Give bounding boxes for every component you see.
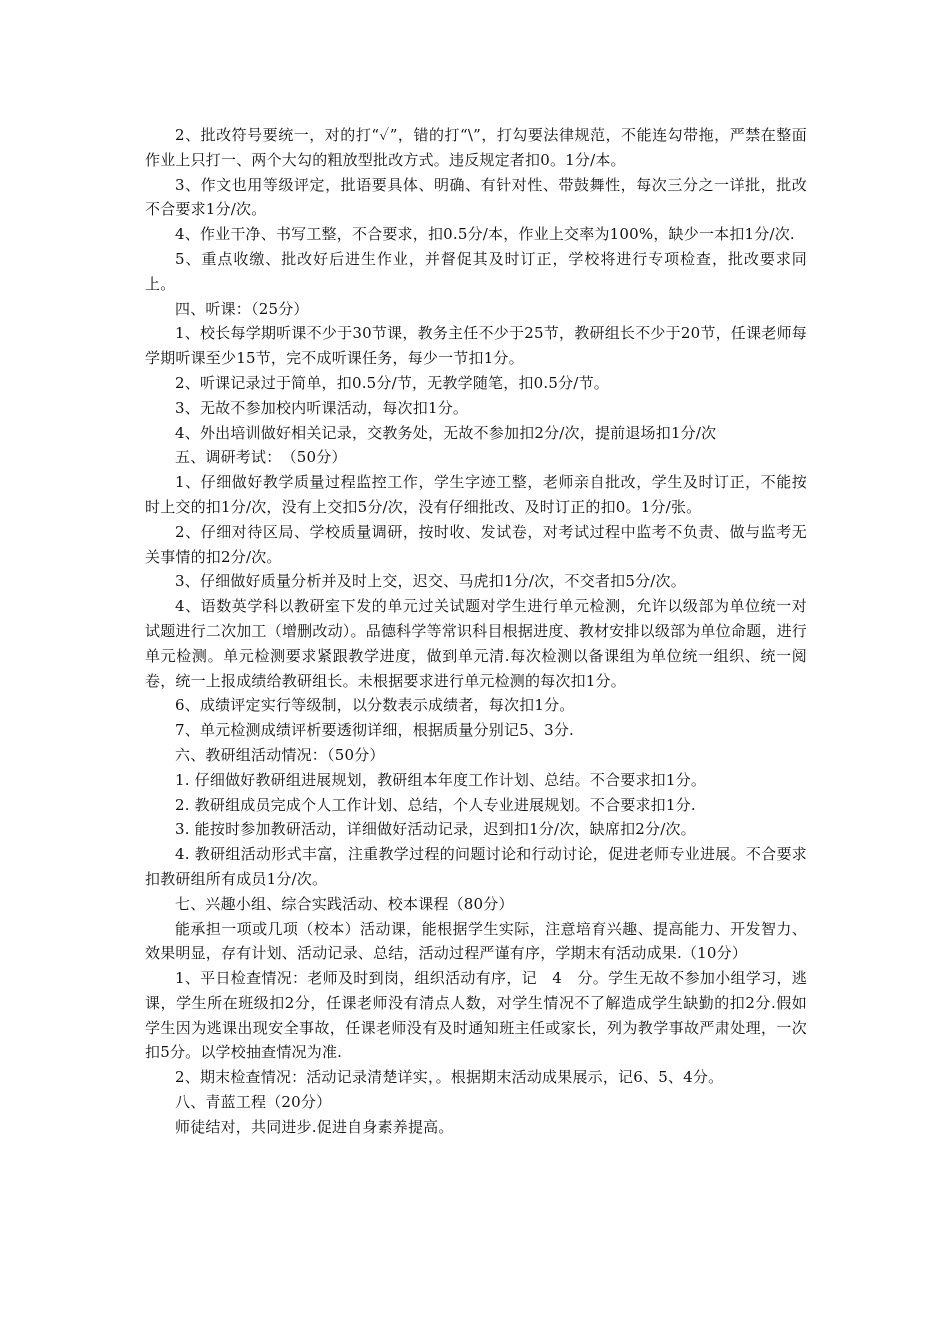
paragraph-member-plan: 2. 教研组成员完成个人工作计划、总结，个人专业进展规划。不合要求扣1分. (175, 795, 696, 814)
section-heading-lesson-observation: 四、听课：（25分） (175, 299, 309, 318)
paragraph-grading-symbols: 2、批改符号要统一，对的打“✓”，错的打“\”，打勾要法律规范，不能连勾带拖，严禁在整面作业上只打一、两个大勾的粗放型批改方式。违反规定者扣0。1分/本。 (145, 126, 807, 169)
paragraph-mentoring: 师徒结对，共同进步.促进自身素养提高。 (175, 1117, 454, 1136)
paragraph-activity-forms: 4. 教研组活动形式丰富，注重教学过程的问题讨论和行动讨论，促进老师专业进展。不合要求扣教研组所有成员1分/次。 (145, 845, 807, 888)
section-heading-exams: 五、调研考试： （50分） (175, 448, 347, 467)
section-heading-research-group: 六、教研组活动情况：（50分） (175, 745, 385, 764)
section-heading-mentoring: 八、青蓝工程（20分） (175, 1093, 332, 1112)
section-heading-interest-groups: 七、兴趣小组、综合实践活动、校本课程（80分） (175, 894, 514, 913)
paragraph-group-plan: 1. 仔细做好教研组进展规划，教研组本年度工作计划、总结。不合要求扣1分。 (175, 770, 707, 789)
paragraph-attendance: 3. 能按时参加教研活动，详细做好活动记录，迟到扣1分/次，缺席扣2分/次。 (175, 820, 696, 839)
paragraph-observation-absence: 3、无故不参加校内听课活动，每次扣1分。 (175, 398, 469, 417)
paragraph-final-inspection: 2、期末检查情况：活动记录清楚详实，。根据期末活动成果展示，记6、5、4分。 (175, 1068, 724, 1087)
paragraph-quality-analysis: 3、仔细做好质量分析并及时上交，迟交、马虎扣1分/次，不交者扣5分/次。 (175, 572, 686, 591)
paragraph-activity-courses: 能承担一项或几项（校本）活动课，能根据学生实际，注意培育兴趣、提高能力、开发智力、效果明显，存有计划、活动记录、总结，活动过程严谨有序，学期末有活动成果.（10分） (145, 919, 807, 963)
paragraph-quality-monitoring: 1、仔细做好教学质量过程监控工作，学生字迹工整，老师亲自批改，学生及时订正，不能按时上交的扣1分/次，没有上交扣5分/次，没有仔细批改、及时订正的扣0。1分/张。 (145, 473, 807, 516)
paragraph-quality-survey: 2、仔细对待区局、学校质量调研，按时收、发试卷，对考试过程中监考不负责、做与监考无关事情的扣2分/次。 (145, 522, 807, 566)
paragraph-unit-test-review: 7、单元检测成绩评析要透彻详细，根据质量分别记5、3分. (175, 721, 575, 740)
paragraph-composition-grading: 3、作文也用等级评定，批语要具体、明确、有针对性、带鼓舞性，每次三分之一详批，批改不合要求1分/次。 (145, 175, 807, 219)
paragraph-observation-quota: 1、校长每学期听课不少于30节课，教务主任不少于25节，教研组长不少于20节，任课老师每学期听课至少15节，完不成听课任务，每少一节扣1分。 (145, 324, 807, 368)
paragraph-daily-inspection: 1、平日检查情况：老师及时到岗，组织活动有序，记 4 分。学生无故不参加小组学习，逃课，学生所在班级扣2分，任课老师没有清点人数，对学生情况不了解造成学生缺勤的扣2分.假如学生因为逃课出现安全事故，任课老师没有及时通知班主任或家长，列为教学事故严肃处理，一次扣5分。以学校抽查情况为准. (145, 969, 807, 1062)
paragraph-grade-levels: 6、成绩评定实行等级制，以分数表示成绩者，每次扣1分。 (175, 696, 575, 715)
paragraph-observation-records: 2、听课记录过于简单，扣0.5分/节，无教学随笔，扣0.5分/节。 (175, 373, 609, 392)
paragraph-struggling-students: 5、重点收缴、批改好后进生作业，并督促其及时订正，学校将进行专项检查，批改要求同上。 (145, 249, 807, 293)
paragraph-external-training: 4、外出培训做好相关记录，交教务处，无故不参加扣2分/次，提前退场扣1分/次 (175, 423, 717, 442)
paragraph-unit-tests: 4、语数英学科以教研室下发的单元过关试题对学生进行单元检测，允许以级部为单位统一对试题进行二次加工（增删改动）。品德科学等常识科目根据进度、教材安排以级部为单位命题，进行单元检测。单元检测要求紧跟教学进度，做到单元清.每次检测以备课组为单位统一组织、统一阅卷，统一上报成绩给教研组长。未根据要求进行单元检测的每次扣1分。 (145, 597, 807, 690)
document-body (145, 123, 807, 1140)
paragraph-homework-neatness: 4、作业干净、书写工整，不合要求，扣0.5分/本，作业上交率为100%，缺少一本扣1分/次. (175, 225, 795, 244)
